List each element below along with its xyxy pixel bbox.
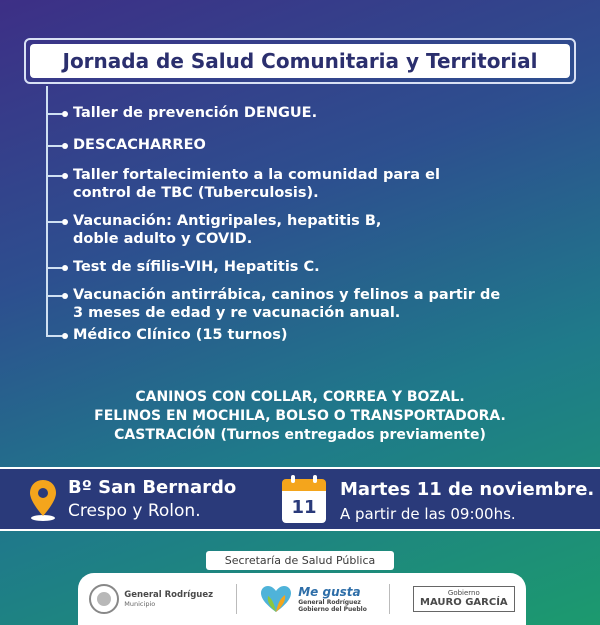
- pet-requirements: [0, 388, 600, 445]
- location-street: Crespo y Rolon.: [68, 501, 201, 521]
- calendar-day: 11: [282, 491, 326, 523]
- me-gusta-logo: Me gusta General Rodríguez Gobierno del Pueblo: [259, 584, 367, 614]
- gobierno-logo: Gobierno MAURO GARCÍA: [413, 586, 515, 612]
- list-item: [46, 286, 500, 322]
- list-item: [46, 104, 317, 122]
- location-pin-icon: [27, 478, 59, 522]
- list-item-text: control de TBC (Tuberculosis).: [73, 185, 319, 201]
- bullet-icon: [62, 219, 68, 225]
- bullet-icon: [62, 333, 68, 339]
- logo-divider: [236, 584, 237, 614]
- municipal-seal-icon: [89, 584, 119, 614]
- secretaria-label: Secretaría de Salud Pública: [206, 551, 394, 570]
- pet-note: CANINOS CON COLLAR, CORREA Y BOZAL.: [135, 389, 465, 405]
- list-item-text: Test de sífilis-VIH, Hepatitis C.: [73, 259, 320, 275]
- list-item: [46, 136, 206, 154]
- list-item-text: Vacunación: Antigripales, hepatitis B,: [73, 213, 382, 229]
- pet-note: FELINOS EN MOCHILA, BOLSO O TRANSPORTADORA.: [94, 408, 506, 424]
- list-item: [46, 166, 440, 202]
- band-top-divider: [0, 467, 600, 469]
- event-date: Martes 11 de noviembre.: [340, 479, 595, 500]
- list-item-text: DESCACHARREO: [73, 137, 206, 153]
- page-title: Jornada de Salud Comunitaria y Territorial: [30, 44, 570, 78]
- list-item-text: doble adulto y COVID.: [73, 231, 253, 247]
- list-item: [46, 212, 381, 248]
- list-item-text: Vacunación antirrábica, caninos y felinos a partir de: [73, 287, 501, 303]
- pet-note: CASTRACIÓN (Turnos entregados previamente): [114, 427, 486, 443]
- logo-divider: [389, 584, 390, 614]
- list-item-text: Médico Clínico (15 turnos): [73, 327, 288, 343]
- list-item: [46, 326, 288, 344]
- calendar-icon: [282, 479, 326, 523]
- municipio-logo: General Rodríguez Municipio: [89, 584, 213, 614]
- list-item-text: 3 meses de edad y re vacunación anual.: [73, 305, 401, 321]
- location-name: Bº San Bernardo: [68, 477, 237, 498]
- list-item-text: Taller fortalecimiento a la comunidad para el: [73, 167, 440, 183]
- heart-icon: [259, 584, 293, 614]
- logos-bar: [78, 573, 526, 625]
- bullet-icon: [62, 143, 68, 149]
- list-item: [46, 258, 320, 276]
- list-item-text: Taller de prevención DENGUE.: [73, 105, 318, 121]
- title-box: [24, 38, 576, 84]
- bullet-icon: [62, 265, 68, 271]
- bullet-icon: [62, 293, 68, 299]
- bullet-icon: [62, 173, 68, 179]
- band-bottom-divider: [0, 529, 600, 531]
- event-time: A partir de las 09:00hs.: [340, 505, 516, 523]
- bullet-icon: [62, 111, 68, 117]
